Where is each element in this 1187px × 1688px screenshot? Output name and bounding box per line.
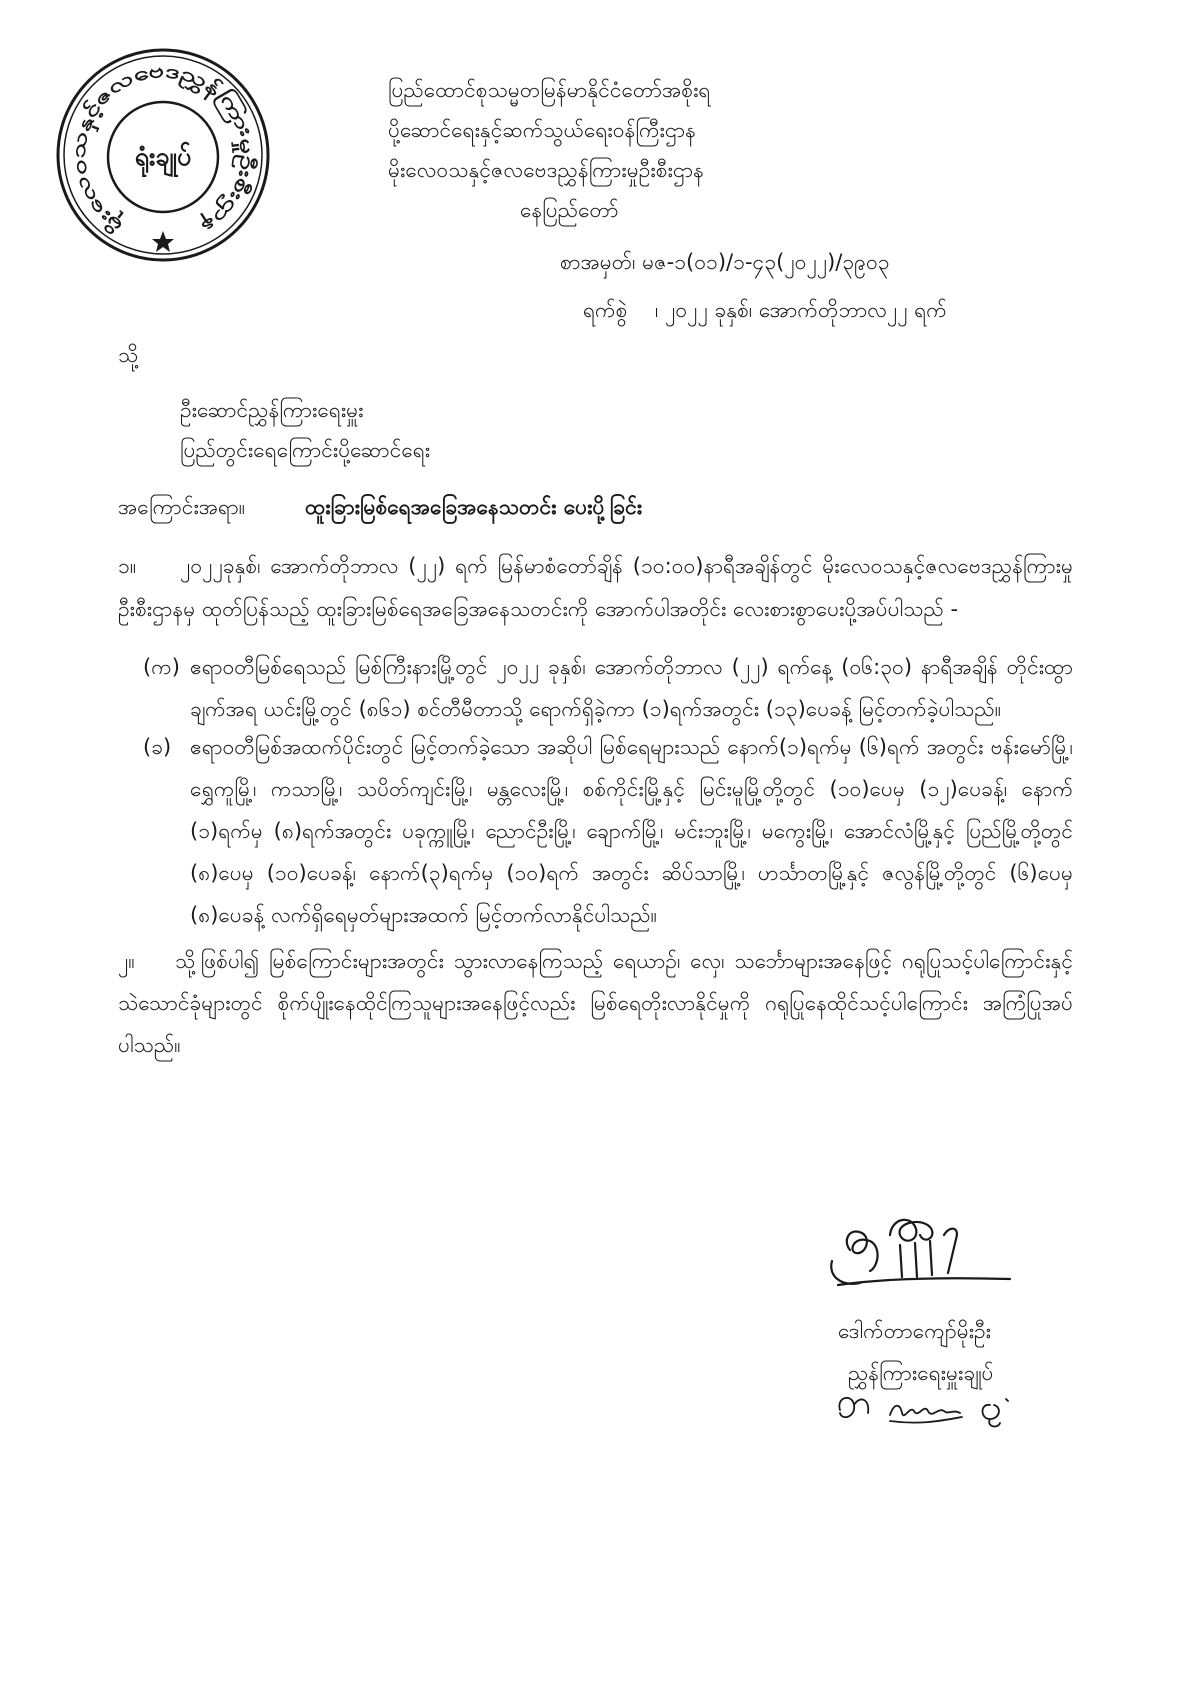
- forecast-list: [118, 646, 1073, 936]
- date-label: ရက်စွဲ: [583, 298, 628, 322]
- list-item-text: ဧရာဝတီမြစ်အထက်ပိုင်းတွင် မြင့်တက်ခဲ့သော အဆိုပါ မြစ်ရေများသည် နောက်(၁)ရက်မှ (၆)ရက် အတွင်း ဗန်းမော်မြို့၊ ရွှေကူမြို့၊ ကသာမြို့၊ သပိတ်ကျင်းမြို့၊ မန္တလေးမြို့၊ စစ်ကိုင်းမြို့နှင့် မြင်းမူမြို့တို့တွင် (၁၀)ပေမှ (၁၂)ပေခန့်၊ နောက် (၁)ရက်မှ (၈)ရက်အတွင်း ပခုက္ကူမြို့၊ ညောင်ဦးမြို့၊ ချောက်မြို့၊ မင်းဘူးမြို့၊ မကွေးမြို့၊ အောင်လံမြို့နှင့် ပြည်မြို့တို့တွင် (၈)ပေမှ (၁၀)ပေခန့်၊ နောက်(၃)ရက်မှ (၁၀)ရက် အတွင်း ဆိပ်သာမြို့၊ ဟင်္သာတမြို့နှင့် ဇလွန်မြို့တို့တွင် (၆)ပေမှ (၈)ပေခန့် လက်ရှိရေမှတ်များအထက် မြင့်တက်လာနိုင်ပါသည်။: [190, 735, 1073, 927]
- to-label: သို့: [118, 343, 139, 367]
- letterhead: [388, 70, 1078, 330]
- paragraph-number: ၁။: [118, 554, 137, 578]
- letter-date: [388, 290, 1078, 330]
- recipient-title: ဦးဆောင်ညွှန်ကြားရေးမှူး: [180, 398, 364, 422]
- recipient-department: ပြည်တွင်းရေကြောင်းပို့ဆောင်ရေး: [180, 438, 431, 462]
- list-item: [118, 646, 1073, 730]
- signer-title: ညွှန်ကြားရေးမှူးချုပ်: [848, 1361, 994, 1385]
- letter-body: [118, 545, 1073, 1066]
- letter-content: [118, 335, 1073, 1066]
- header-government: ပြည်ထောင်စုသမ္မတမြန်မာနိုင်ငံတော်အစိုးရ: [388, 78, 711, 102]
- recipient-address: [118, 390, 1073, 470]
- date-value: ၊ ၂၀၂၂ ခုနှစ်၊ အောက်တိုဘာလ၂၂ ရက်: [655, 298, 947, 322]
- list-item-text: ဧရာဝတီမြစ်ရေသည် မြစ်ကြီးနားမြို့တွင် ၂၀၂၂ ခုနှစ်၊ အောက်တိုဘာလ (၂၂) ရက်နေ့ (၀၆:၃၀) နာရီအချိန် တိုင်းထွာချက်အရ ယင်းမြို့တွင် (၈၆၁) စင်တီမီတာသို့ ရောက်ရှိခဲ့ကာ (၁)ရက်အတွင်း (၁၃)ပေခန့် မြင့်တက်ခဲ့ပါသည်။: [190, 655, 1073, 721]
- subject-text: ထူးခြားမြစ်ရေအခြေအနေသတင်း ပေးပို့ခြင်း: [305, 495, 643, 519]
- header-department: မိုးလေဝသနှင့်ဇလဗေဒညွှန်ကြားမှုဦးစီးဌာန: [388, 158, 705, 182]
- header-location: နေပြည်တော်: [520, 198, 619, 222]
- signer-block: [838, 1310, 1138, 1394]
- subject-label: အကြောင်းအရာ။: [118, 495, 246, 519]
- star-icon: [152, 231, 174, 252]
- paragraph-1: [118, 545, 1073, 631]
- header-ministry: ပို့ဆောင်ရေးနှင့်ဆက်သွယ်ရေးဝန်ကြီးဌာန: [388, 118, 696, 142]
- handwritten-signature: [820, 1205, 1020, 1305]
- paragraph-number: ၂။: [118, 949, 135, 973]
- office-seal: [53, 45, 273, 265]
- subject-line: [118, 487, 1073, 527]
- signer-name: ဒေါက်တာကျော်မိုးဦး: [838, 1319, 992, 1343]
- seal-center-text: ရုံးချုပ်: [134, 142, 192, 171]
- list-item: [118, 726, 1073, 936]
- list-item-marker: (ခ): [143, 735, 172, 759]
- paragraph-text: ၂၀၂၂ခုနှစ်၊ အောက်တိုဘာလ (၂၂) ရက် မြန်မာစံတော်ချိန် (၁၀:၀၀)နာရီအချိန်တွင် မိုးလေဝသနှင့်ဇလဗေဒညွှန်ကြားမှုဦးစီးဌာနမှ ထုတ်ပြန်သည့် ထူးခြားမြစ်ရေအခြေအနေသတင်းကို အောက်ပါအတိုင်း လေးစားစွာပေးပို့အပ်ပါသည် -: [118, 554, 1073, 621]
- handwritten-initials: [830, 1385, 1020, 1430]
- list-item-marker: (က): [143, 655, 180, 679]
- seal-ring-text: မိုးလေဝသနှင့်ဇလဗေဒညွှန်ကြားမှုဦးစီးဌာန: [67, 60, 259, 238]
- paragraph-2: [118, 940, 1073, 1066]
- paragraph-text: သို့ဖြစ်ပါ၍ မြစ်ကြောင်းများအတွင်း သွားလာနေကြသည့် ရေယာဉ်၊ လှေ၊ သင်္ဘောများအနေဖြင့် ဂရုပြုသင့်ပါကြောင်းနှင့် သဲသောင်ခုံများတွင် စိုက်ပျိုးနေထိုင်ကြသူများအနေဖြင့်လည်း မြစ်ရေတိုးလာနိုင်မှုကို ဂရုပြုနေထိုင်သင့်ပါကြောင်း အကြံပြုအပ်ပါသည်။: [118, 949, 1073, 1057]
- reference-number: စာအမှတ်၊ မဇ-၁(၀၁)/၁-၄၃(၂၀၂၂)/၃၉၀၃: [560, 250, 890, 274]
